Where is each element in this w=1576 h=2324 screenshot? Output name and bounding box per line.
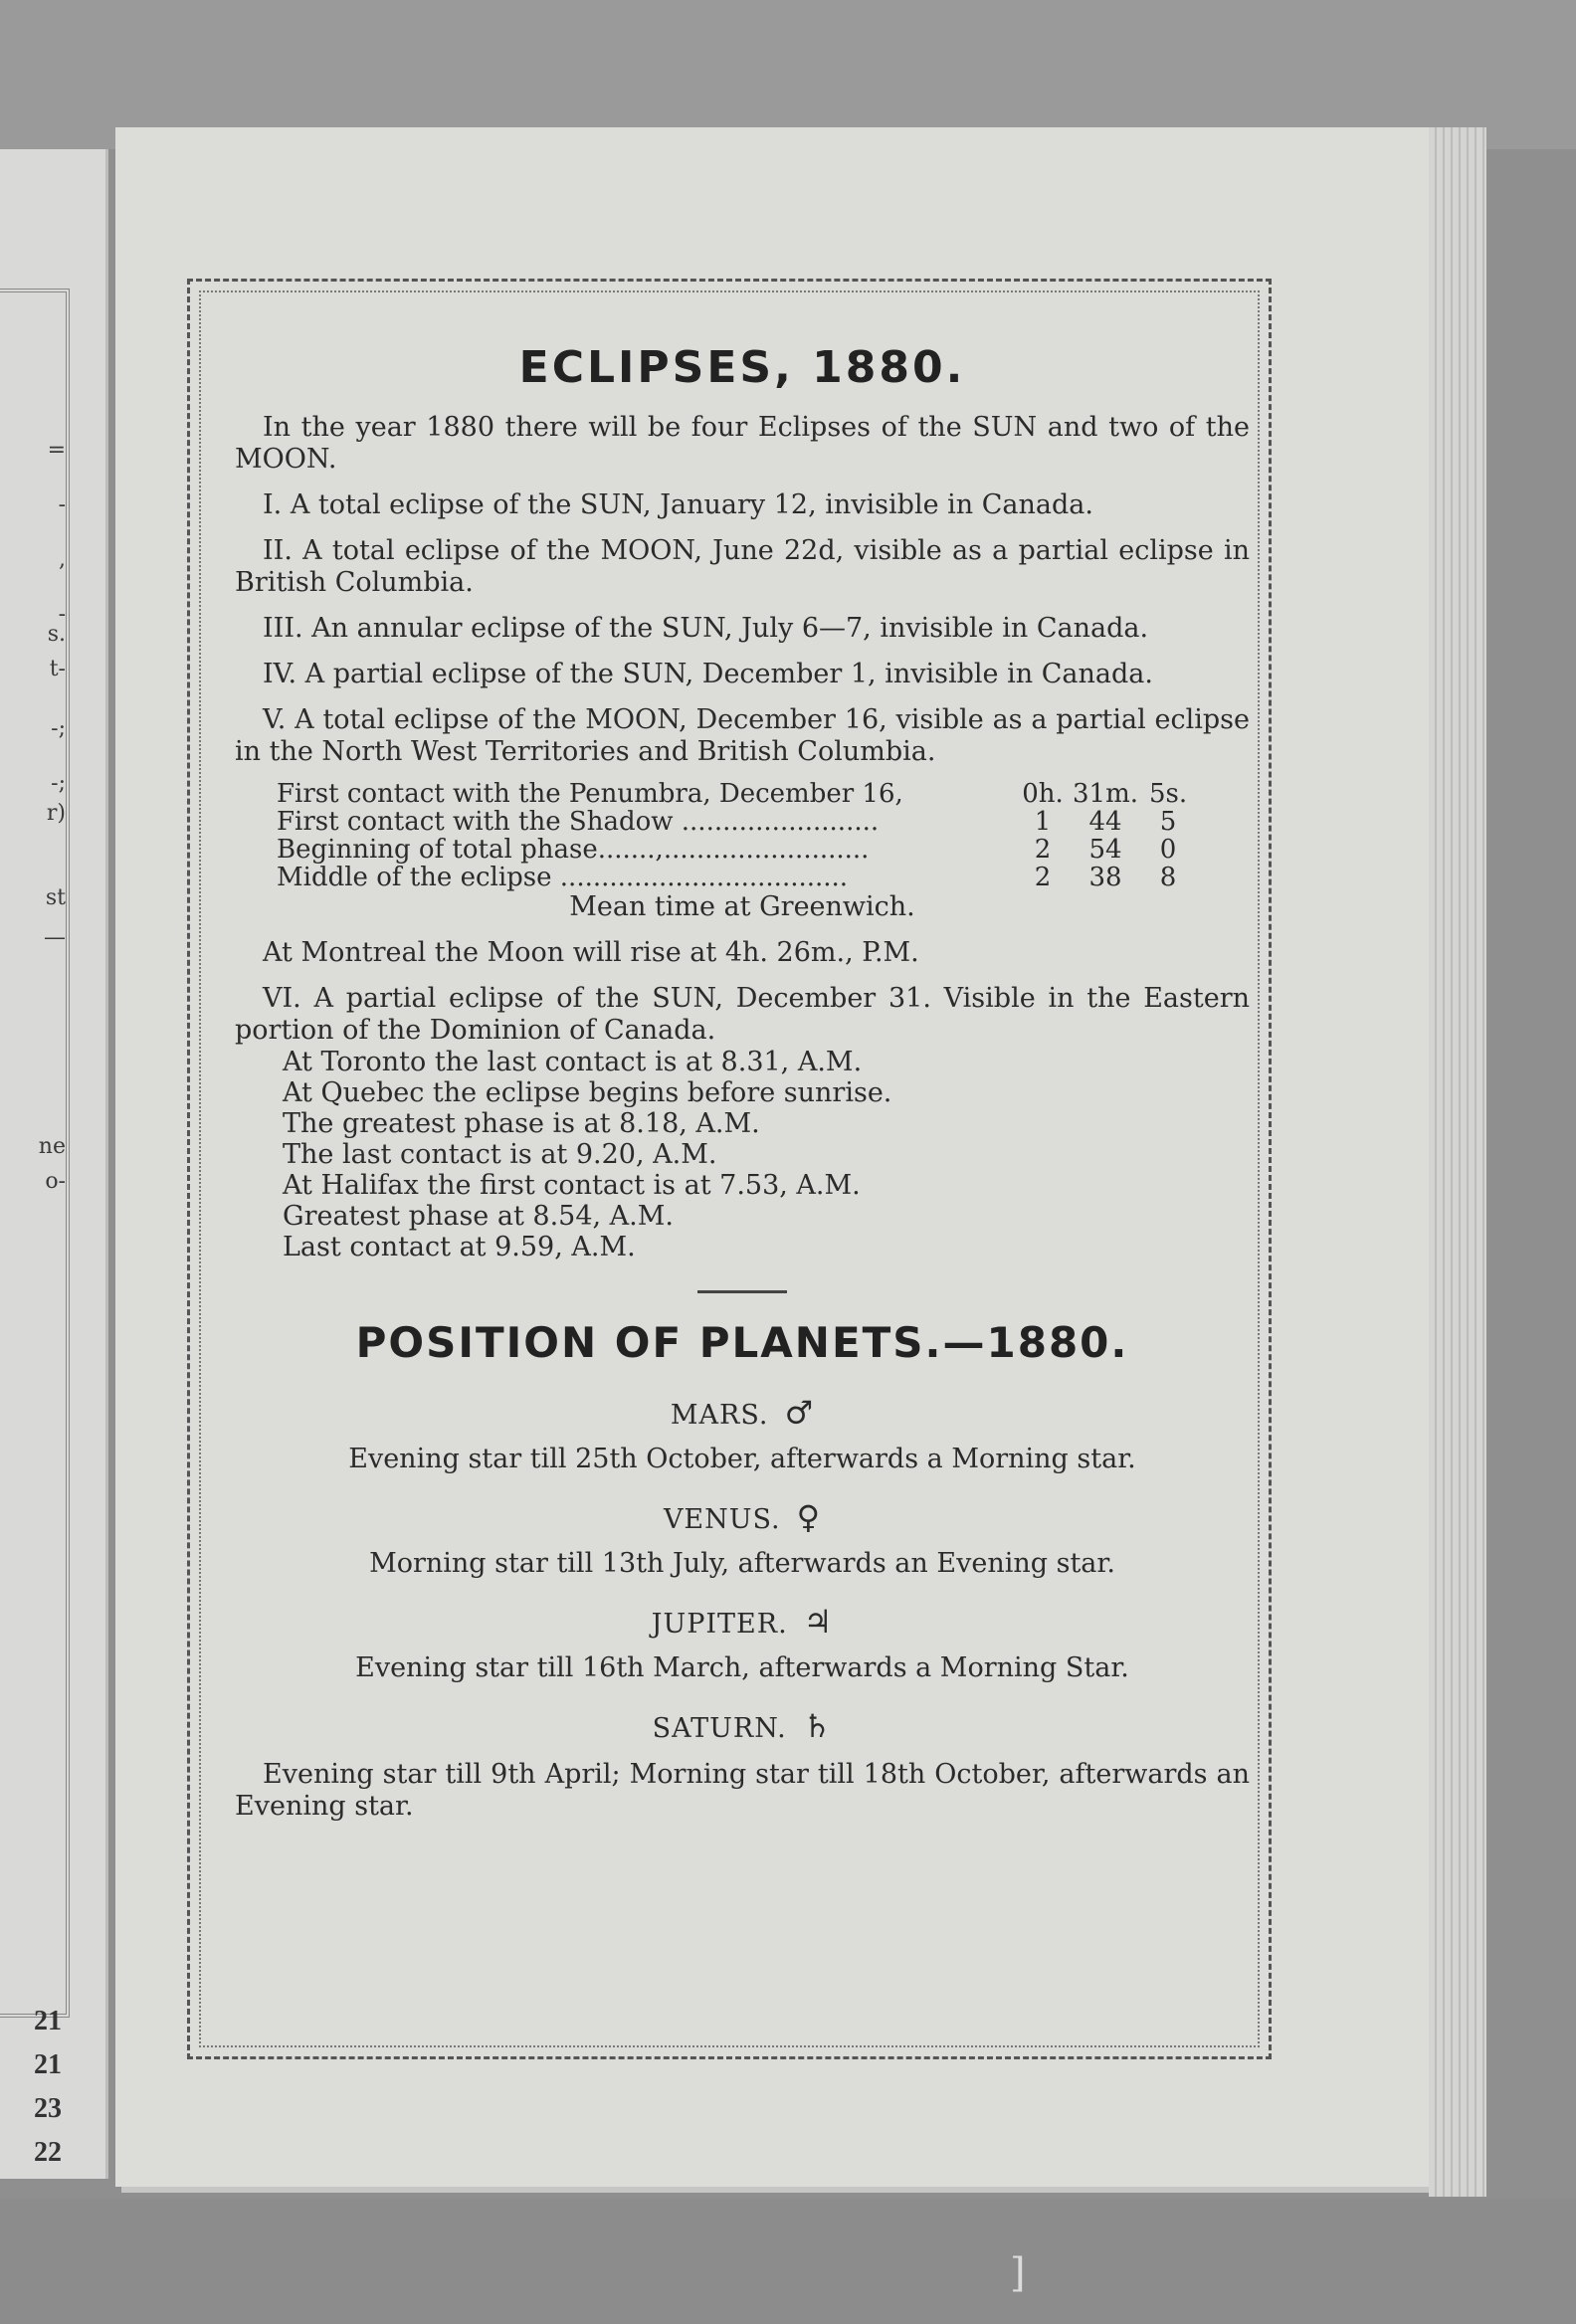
page-content xyxy=(235,338,1250,1823)
eclipse-vi-details xyxy=(283,1047,1250,1262)
page-number: 22 xyxy=(34,2137,62,2168)
planet-heading-saturn xyxy=(235,1707,1250,1745)
planet-description-jupiter: Evening star till 16th March, afterwards a Morning Star. xyxy=(355,1652,1129,1683)
margin-glyph: — xyxy=(44,925,66,950)
page-number: 21 xyxy=(34,2006,62,2036)
planet-description-mars: Evening star till 25th October, afterwards a Morning star. xyxy=(348,1444,1136,1474)
eclipse-item-iv: IV. A partial eclipse of the SUN, December 1, invisible in Canada. xyxy=(263,659,1153,689)
margin-glyph: -; xyxy=(51,771,66,796)
eclipse-item-ii: II. A total eclipse of the MOON, June 22d, visible as a partial eclipse in British Columbia. xyxy=(235,535,1250,598)
row-label: First contact with the Shadow ........................ xyxy=(277,807,880,837)
margin-glyph: t- xyxy=(49,657,66,681)
planet-name: VENUS. xyxy=(663,1504,781,1535)
hours-cell: 1 xyxy=(1034,807,1052,837)
margin-glyph: r) xyxy=(46,801,66,826)
montreal-moonrise: At Montreal the Moon will rise at 4h. 26m., P.M. xyxy=(263,937,919,968)
eclipse-item-i: I. A total eclipse of the SUN, January 12, invisible in Canada. xyxy=(263,489,1093,520)
row-label: Beginning of total phase.......,......................... xyxy=(277,835,870,865)
detail-line: The last contact is at 9.20, A.M. xyxy=(283,1139,717,1170)
jupiter-symbol-icon: ♃ xyxy=(803,1603,834,1641)
detail-line: The greatest phase is at 8.18, A.M. xyxy=(283,1108,760,1139)
planet-description-venus: Morning star till 13th July, afterwards an Evening star. xyxy=(369,1548,1115,1579)
detail-line: At Toronto the last contact is at 8.31, A.M. xyxy=(283,1047,863,1077)
planet-name: SATURN. xyxy=(652,1713,787,1744)
detail-line: Greatest phase at 8.54, A.M. xyxy=(283,1201,674,1232)
detail-line: At Quebec the eclipse begins before sunrise. xyxy=(283,1077,892,1108)
hours-cell: 2 xyxy=(1034,863,1052,892)
row-label: Middle of the eclipse ................................... xyxy=(277,863,849,892)
seconds-cell: 0 xyxy=(1159,835,1177,865)
eclipse-item-v: V. A total eclipse of the MOON, December 16, visible as a partial eclipse in the North West Territories and British Columbia. xyxy=(235,704,1250,767)
margin-glyph: -; xyxy=(51,716,66,741)
table-row xyxy=(277,780,1198,808)
scan-background-bottom xyxy=(0,2199,1576,2324)
margin-glyph: = xyxy=(47,438,66,463)
margin-glyph: - xyxy=(58,492,66,517)
detail-line: At Halifax the first contact is at 7.53, A.M. xyxy=(283,1170,861,1201)
planet-heading-mars xyxy=(235,1394,1250,1432)
table-row xyxy=(277,864,1198,891)
table-row xyxy=(277,836,1198,864)
page-stack-edge xyxy=(1429,127,1486,2197)
planet-heading-jupiter xyxy=(235,1603,1250,1641)
page-number: 23 xyxy=(34,2093,62,2124)
seconds-cell: 5 xyxy=(1159,807,1177,837)
minutes-cell: 44 xyxy=(1088,807,1122,837)
margin-glyph: ne xyxy=(38,1134,66,1159)
facing-page-edge xyxy=(0,149,108,2179)
facing-page-numbers xyxy=(2,2000,62,2175)
planet-description-saturn: Evening star till 9th April; Morning star till 18th October, afterwards an Evening star. xyxy=(235,1759,1250,1822)
eclipse-item-iii: III. An annular eclipse of the SUN, July 6—7, invisible in Canada. xyxy=(263,613,1149,644)
margin-glyph: s. xyxy=(47,622,66,647)
section-divider xyxy=(697,1290,787,1293)
seconds-cell: 5s. xyxy=(1148,779,1188,809)
planet-heading-venus xyxy=(235,1498,1250,1536)
scan-artifact-mark: ] xyxy=(1010,2250,1026,2296)
minutes-cell: 38 xyxy=(1088,863,1122,892)
seconds-cell: 8 xyxy=(1159,863,1177,892)
eclipses-intro: In the year 1880 there will be four Eclipses of the SUN and two of the MOON. xyxy=(235,412,1250,475)
mars-symbol-icon: ♂ xyxy=(784,1394,815,1432)
mean-time-note: Mean time at Greenwich. xyxy=(569,891,915,922)
row-label: First contact with the Penumbra, December 16, xyxy=(277,779,903,809)
planet-name: JUPITER. xyxy=(651,1609,788,1640)
table-row xyxy=(277,808,1198,836)
planet-name: MARS. xyxy=(670,1400,769,1431)
eclipses-title: ECLIPSES, 1880. xyxy=(518,342,966,393)
page-number: 21 xyxy=(34,2049,62,2080)
margin-glyph: st xyxy=(45,885,66,910)
minutes-cell: 54 xyxy=(1088,835,1122,865)
contact-times-table xyxy=(277,780,1198,891)
hours-cell: 0h. xyxy=(1022,779,1064,809)
detail-line: Last contact at 9.59, A.M. xyxy=(283,1232,636,1262)
minutes-cell: 31m. xyxy=(1073,779,1139,809)
venus-symbol-icon: ♀ xyxy=(796,1498,822,1536)
planets-title: POSITION OF PLANETS.—1880. xyxy=(355,1318,1129,1367)
saturn-symbol-icon: ♄ xyxy=(802,1707,833,1745)
margin-glyph: - xyxy=(58,602,66,627)
margin-glyph: o- xyxy=(45,1169,66,1194)
margin-glyph: , xyxy=(59,547,66,572)
hours-cell: 2 xyxy=(1034,835,1052,865)
eclipse-item-vi: VI. A partial eclipse of the SUN, December 31. Visible in the Eastern portion of the Dominion of Canada. xyxy=(235,983,1250,1046)
